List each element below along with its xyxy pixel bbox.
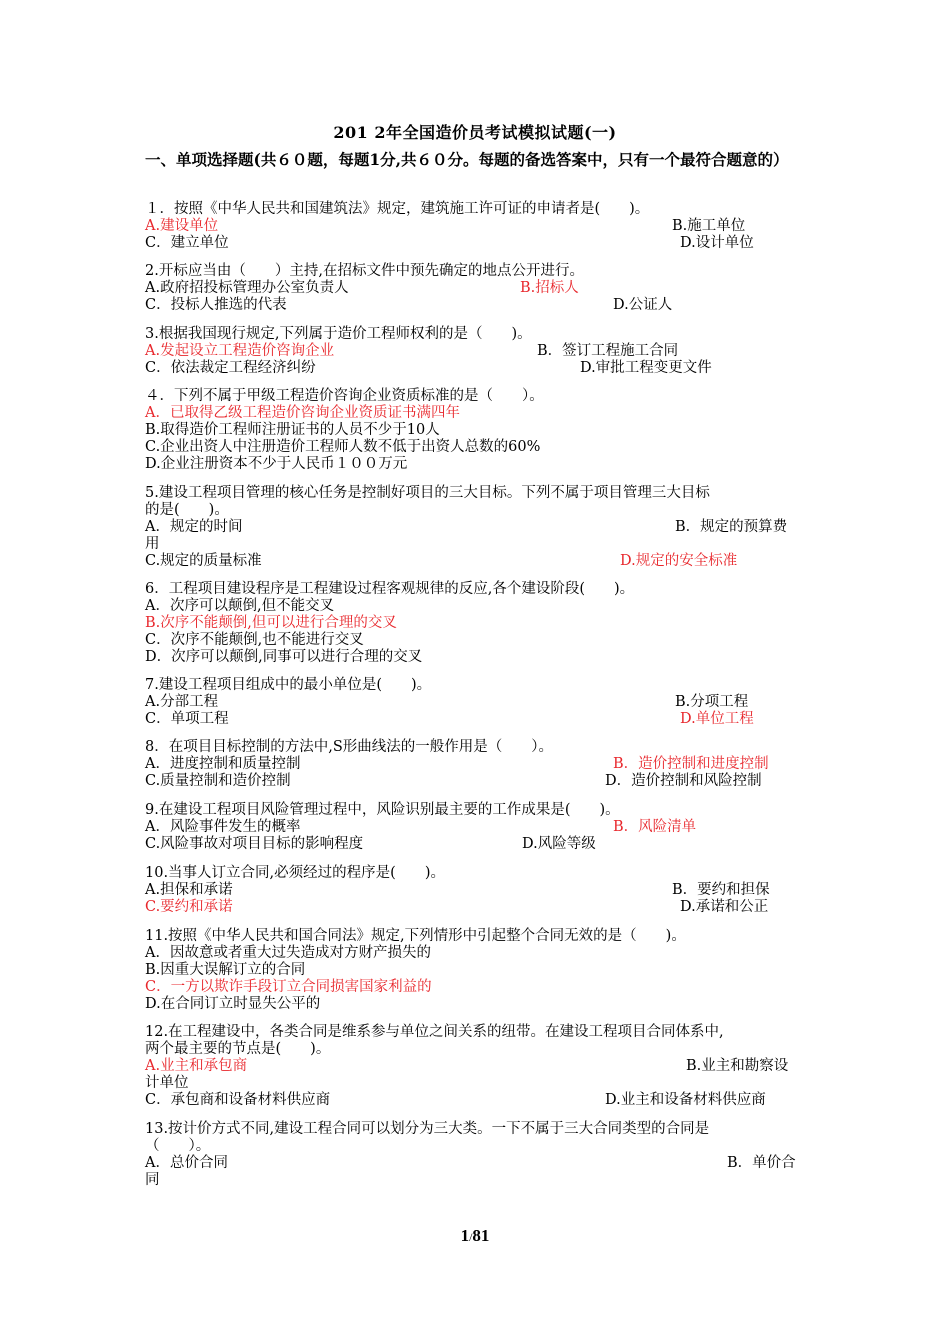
question-stem: 2.开标应当由（ ）主持,在招标文件中预先确定的地点公开进行。 <box>145 263 584 279</box>
question-stem: 7.建设工程项目组成中的最小单位是( )。 <box>145 677 432 693</box>
option-d: D．造价控制和风险控制 <box>605 773 762 789</box>
document-title: 201 2年全国造价员考试模拟试题(一) <box>333 123 617 142</box>
option-d: D.公证人 <box>613 297 673 313</box>
question-stem: 11.按照《中华人民共和国合同法》规定,下列情形中引起整个合同无效的是（ )。 <box>145 928 686 944</box>
option-c: C.风险事故对项目目标的影响程度 <box>145 836 364 852</box>
current-page: 1 <box>460 1226 470 1245</box>
question-stem: 5.建设工程项目管理的核心任务是控制好项目的三大目标。下列不属于项目管理三大目标 <box>145 485 710 501</box>
question-stem: 12.在工程建设中，各类合同是维系参与单位之间关系的纽带。在建设工程项目合同体系中, <box>145 1024 724 1040</box>
question-stem-cont: 两个最主要的节点是( )。 <box>145 1041 331 1057</box>
option-c: C．一方以欺诈手段订立合同损害国家利益的 <box>145 979 432 995</box>
question-stem: ４．下列不属于甲级工程造价咨询企业资质标准的是（ ）。 <box>145 388 544 404</box>
option-b: B.分项工程 <box>675 694 749 710</box>
option-c: C.质量控制和造价控制 <box>145 773 291 789</box>
option-a: A.政府招投标管理办公室负责人 <box>145 280 349 296</box>
question-stem-cont: 的是( )。 <box>145 502 229 518</box>
option-a: A．因故意或者重大过失造成对方财产损失的 <box>145 945 431 961</box>
page-number <box>0 1226 950 1246</box>
option-a: A.业主和承包商 <box>145 1058 248 1074</box>
option-b: B.因重大误解订立的合同 <box>145 962 306 978</box>
option-c: C．依法裁定工程经济纠纷 <box>145 360 316 376</box>
option-c: C．承包商和设备材料供应商 <box>145 1092 331 1108</box>
option-c: C.要约和承诺 <box>145 899 233 915</box>
option-a: A．已取得乙级工程造价咨询企业资质证书满四年 <box>145 405 460 421</box>
option-c: C.企业出资人中注册造价工程师人数不低于出资人总数的60% <box>145 439 541 455</box>
option-a: A．次序可以颠倒,但不能交叉 <box>145 598 335 614</box>
option-b: B.次序不能颠倒,但可以进行合理的交叉 <box>145 615 397 631</box>
option-a: A.担保和承诺 <box>145 882 233 898</box>
option-a: A．进度控制和质量控制 <box>145 756 301 772</box>
option-d: D.单位工程 <box>680 711 754 727</box>
option-c: C．次序不能颠倒,也不能进行交叉 <box>145 632 364 648</box>
option-d: D．次序可以颠倒,同事可以进行合理的交叉 <box>145 649 423 665</box>
question-stem: １．按照《中华人民共和国建筑法》规定，建筑施工许可证的申请者是( )。 <box>145 201 650 217</box>
option-b: B．造价控制和进度控制 <box>613 756 769 772</box>
page-separator: / <box>469 1230 473 1244</box>
total-pages: 81 <box>472 1226 490 1245</box>
option-d: D.在合同订立时显失公平的 <box>145 996 321 1012</box>
question-stem: 3.根据我国现行规定,下列属于造价工程师权利的是（ )。 <box>145 326 532 342</box>
option-b: B．要约和担保 <box>672 882 770 898</box>
option-a: A.建设单位 <box>145 218 219 234</box>
option-d: D.业主和设备材料供应商 <box>605 1092 766 1108</box>
option-a: A．风险事件发生的概率 <box>145 819 301 835</box>
option-d: D.风险等级 <box>522 836 596 852</box>
option-d: D.规定的安全标准 <box>620 553 738 569</box>
option-b: B．签订工程施工合同 <box>537 343 679 359</box>
option-c: C．投标人推选的代表 <box>145 297 287 313</box>
question-stem: 9.在建设工程项目风险管理过程中，风险识别最主要的工作成果是( )。 <box>145 802 620 818</box>
option-c: C．单项工程 <box>145 711 229 727</box>
option-a: A．总价合同 <box>145 1155 228 1171</box>
section-heading: 一、单项选择题(共６０题，每题1分,共６０分。每题的备选答案中，只有一个最符合题意的） <box>145 150 789 169</box>
option-a: A.分部工程 <box>145 694 219 710</box>
option-b: B.招标人 <box>520 280 579 296</box>
question-stem: 8．在项目目标控制的方法中,S形曲线法的一般作用是（ ）。 <box>145 739 554 755</box>
option-b-cont: 用 <box>145 536 160 552</box>
option-d: D.承诺和公正 <box>680 899 769 915</box>
option-b: B.业主和勘察设 <box>686 1058 789 1074</box>
option-b: B．风险清单 <box>613 819 697 835</box>
option-b-cont: 计单位 <box>145 1075 189 1091</box>
option-a: A.发起设立工程造价咨询企业 <box>145 343 335 359</box>
option-d: D.审批工程变更文件 <box>580 360 712 376</box>
option-c: C.规定的质量标准 <box>145 553 262 569</box>
option-b: B．规定的预算费 <box>675 519 788 535</box>
option-d: D.企业注册资本不少于人民币１００万元 <box>145 456 408 472</box>
question-stem-cont: （ ）。 <box>145 1138 211 1154</box>
option-d: D.设计单位 <box>680 235 754 251</box>
option-b: B.取得造价工程师注册证书的人员不少于10人 <box>145 422 440 438</box>
option-b: B.施工单位 <box>672 218 746 234</box>
question-stem: 6．工程项目建设程序是工程建设过程客观规律的反应,各个建设阶段( )。 <box>145 581 635 597</box>
option-a: A．规定的时间 <box>145 519 243 535</box>
question-stem: 10.当事人订立合同,必须经过的程序是( )。 <box>145 865 445 881</box>
question-stem: 13.按计价方式不同,建设工程合同可以划分为三大类。一下不属于三大合同类型的合同是 <box>145 1121 710 1137</box>
option-b-cont: 同 <box>145 1172 160 1188</box>
option-b: B．单价合 <box>727 1155 796 1171</box>
option-c: C．建立单位 <box>145 235 229 251</box>
